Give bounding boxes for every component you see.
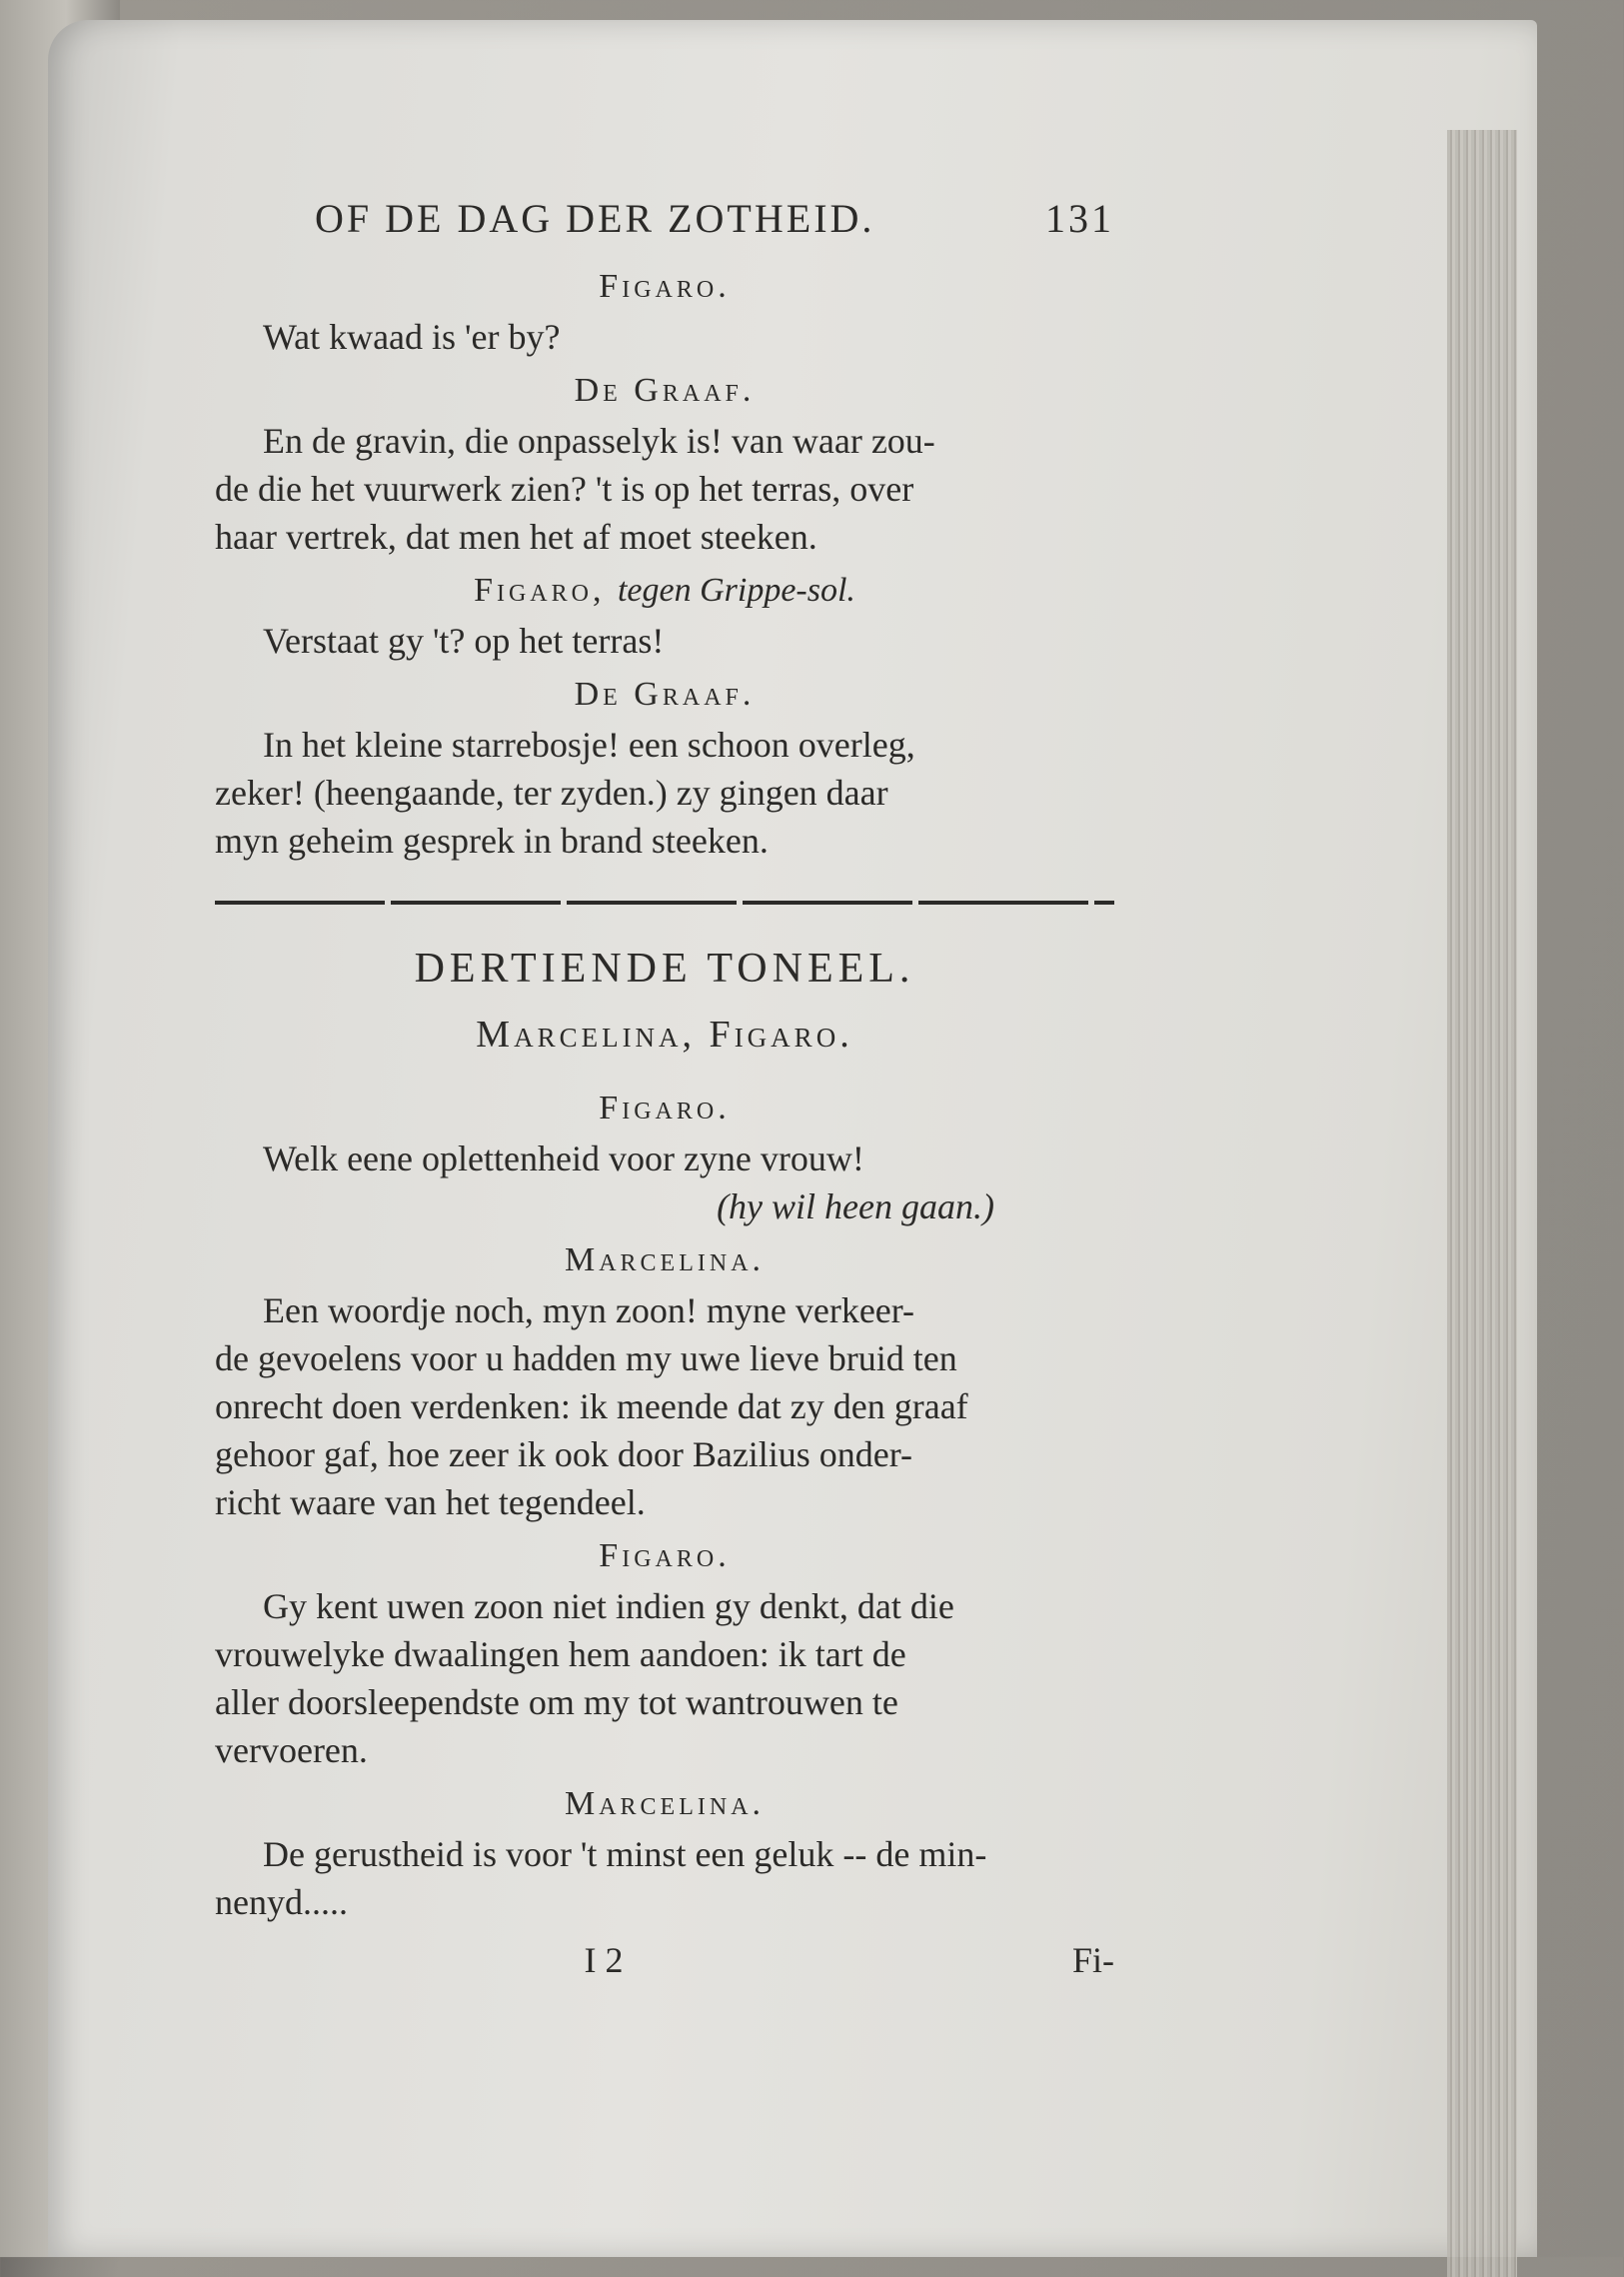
scene-divider	[215, 901, 1114, 905]
speaker-name	[215, 1236, 1114, 1284]
stage-direction: tegen Grippe-sol.	[617, 572, 855, 609]
text-line: vrouwelyke dwaalingen hem aandoen: ik tart de	[215, 1634, 906, 1674]
text-line: Gy kent uwen zoon niet indien gy denkt, dat die	[263, 1586, 954, 1626]
speaker-label: De Graaf.	[574, 372, 756, 409]
text-line: nenyd.....	[215, 1882, 348, 1922]
speaker-name	[215, 367, 1114, 415]
page-footer	[215, 1936, 1114, 1984]
stage-direction: (hy wil heen gaan.)	[717, 1186, 994, 1226]
text-line: myn geheim gesprek in brand steeken.	[215, 821, 769, 861]
text-line: de gevoelens voor u hadden my uwe lieve bruid ten	[215, 1338, 957, 1378]
text-line: vervoeren.	[215, 1730, 368, 1770]
text-line: Wat kwaad is 'er by?	[263, 317, 561, 357]
page-number: 131	[1045, 196, 1114, 241]
speaker-name	[215, 263, 1114, 311]
page-text	[215, 195, 1114, 1984]
text-line: Verstaat gy 't? op het terras!	[263, 621, 665, 661]
page-edges	[1447, 130, 1517, 2277]
text-line: zeker! (heengaande, ter zyden.) zy gingen daar	[215, 773, 888, 813]
text-line: In het kleine starrebosje! een schoon overleg,	[263, 725, 915, 765]
speaker-name	[215, 1085, 1114, 1133]
speaker-name	[215, 567, 1114, 615]
speaker-label: Figaro.	[599, 1537, 731, 1574]
speaker-label: Marcelina.	[564, 1241, 766, 1278]
speaker-name	[215, 671, 1114, 719]
text-line: haar vertrek, dat men het af moet steeken.	[215, 517, 817, 557]
speaker-label: De Graaf.	[574, 676, 756, 713]
speaker-label: Figaro.	[599, 268, 731, 305]
speaker-label: Figaro.	[599, 1090, 731, 1127]
running-head	[215, 195, 1114, 243]
text-line: onrecht doen verdenken: ik meende dat zy den graaf	[215, 1386, 968, 1426]
speaker-label: Marcelina.	[564, 1785, 766, 1822]
text-line: gehoor gaf, hoe zeer ik ook door Bazilius onder-	[215, 1434, 913, 1474]
speaker-name	[215, 1532, 1114, 1580]
text-line: Een woordje noch, myn zoon! myne verkeer-	[263, 1290, 915, 1330]
text-line: De gerustheid is voor 't minst een geluk -- de min-	[263, 1834, 987, 1874]
text-line: aller doorsleependste om my tot wantrouwen te	[215, 1682, 898, 1722]
dialogue-before-scene	[215, 263, 1114, 865]
scene-characters: Marcelina, Figaro.	[476, 1014, 853, 1056]
speaker-label: Figaro,	[474, 572, 606, 609]
dialogue-scene	[215, 1085, 1114, 1926]
scene-title: DERTIENDE TONEEL.	[414, 946, 915, 992]
catchword: Fi-	[1071, 1940, 1114, 1980]
signature-mark: I 2	[584, 1940, 624, 1980]
running-title: OF DE DAG DER ZOTHEID.	[315, 196, 875, 241]
text-line: Welk eene oplettenheid voor zyne vrouw!	[263, 1138, 864, 1178]
text-line: En de gravin, die onpasselyk is! van waar zou-	[263, 421, 935, 461]
speaker-name	[215, 1780, 1114, 1828]
text-line: richt waare van het tegendeel.	[215, 1482, 646, 1522]
text-line: de die het vuurwerk zien? 't is op het terras, over	[215, 469, 914, 509]
